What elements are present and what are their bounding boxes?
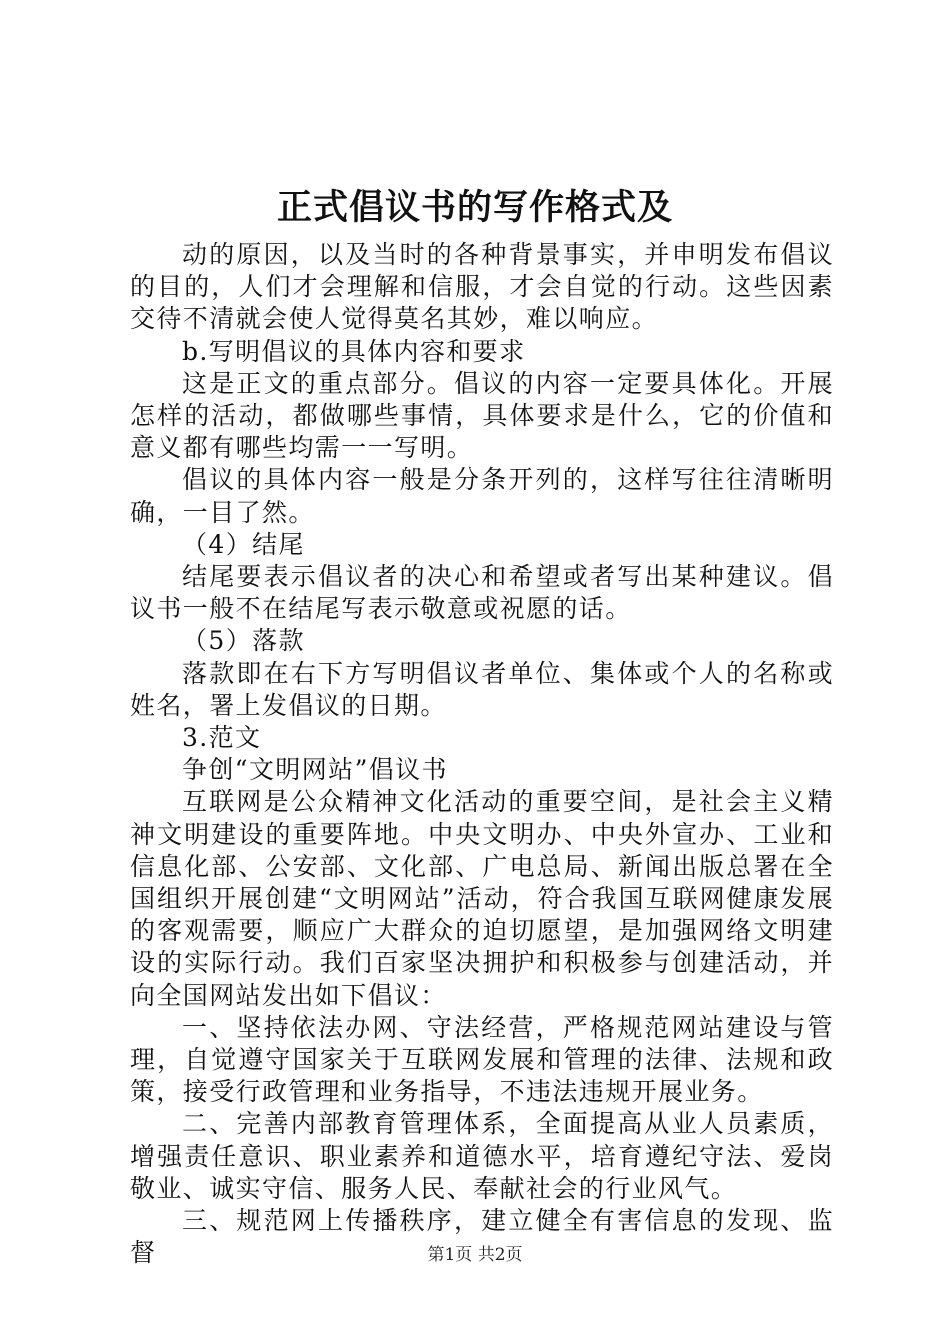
paragraph: （5）落款: [182, 626, 305, 656]
paragraph: 这是正文的重点部分。倡议的内容一定要具体化。开展怎样的活动，都做哪些事情，具体要求是什么，它的价值和意义都有哪些均需一一写明。: [130, 368, 834, 463]
page-footer: 第1页 共2页: [427, 1245, 523, 1265]
paragraph: 三、规范网上传播秩序，建立健全有害信息的发现、监督: [130, 1206, 834, 1268]
paragraph: 3.范文: [182, 723, 262, 753]
paragraph: 倡议的具体内容一般是分条开列的，这样写往往清晰明确，一目了然。: [130, 465, 834, 527]
paragraph: b.写明倡议的具体内容和要求: [182, 336, 526, 366]
paragraph: 一、坚持依法办网、守法经营，严格规范网站建设与管理，自觉遵守国家关于互联网发展和管理的法律、法规和政策，接受行政管理和业务指导，不违法违规开展业务。: [130, 1012, 834, 1107]
paragraph: （4）结尾: [182, 529, 305, 559]
paragraph: 落款即在右下方写明倡议者单位、集体或个人的名称或姓名，署上发倡议的日期。: [130, 658, 834, 720]
document-body: [130, 239, 834, 1270]
paragraph: 互联网是公众精神文化活动的重要空间，是社会主义精神文明建设的重要阵地。中央文明办、中央外宣办、工业和信息化部、公安部、文化部、广电总局、新闻出版总署在全国组织开展创建“文明网站”活动，符合我国互联网健康发展的客观需要，顺应广大群众的迫切愿望，是加强网络文明建设的实际行动。我们百家坚决拥护和积极参与创建活动，并向全国网站发出如下倡议：: [130, 787, 834, 1010]
paragraph: 争创“文明网站”倡议书: [182, 755, 448, 785]
paragraph: 动的原因，以及当时的各种背景事实，并申明发布倡议的目的，人们才会理解和信服，才会自觉的行动。这些因素交待不清就会使人觉得莫名其妙，难以响应。: [130, 240, 834, 334]
paragraph: 结尾要表示倡议者的决心和希望或者写出某种建议。倡议书一般不在结尾写表示敬意或祝愿的话。: [130, 562, 834, 624]
paragraph: 二、完善内部教育管理体系，全面提高从业人员素质，增强责任意识、职业素养和道德水平，培育遵纪守法、爱岗敬业、诚实守信、服务人民、奉献社会的行业风气。: [130, 1109, 834, 1203]
document-title: 正式倡议书的写作格式及: [276, 187, 673, 228]
